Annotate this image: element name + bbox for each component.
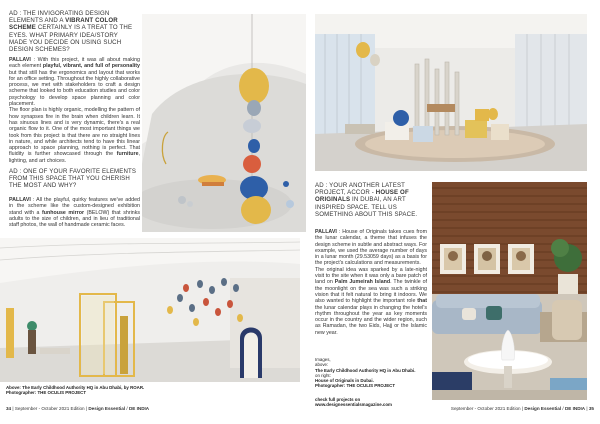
question-2: AD : ONE OF YOUR FAVORITE ELEMENTS FROM THIS SPACE THAT YOU CHERISH THE MOST AND WHY? [9,168,137,190]
answer-1: PALLAVI : With this project, it was all about making each element playful, vibrant, and full of personality but that still has the ergonomics and layout that works for an office setting. Throughout the highly collaborative process, we met with stakeholders to craft a design scheme that looked to both education studies and color psychology to develop space planning and color placement. The floor plan is highly organic, modelling the pattern of how synapses fire in the brain when children learn. It has sinuous lines and is very dynamic, there's a real organic flow to it. One of the most important things we took from this project is that there are no straight lines in nature, and while architects tend to have this linear approach to space planning, nothing is perfect. That fluidity is further showcased through the furniture, lighting, and art choices. [9,57,140,164]
question-3: AD : YOUR ANOTHER LATEST PROJECT, ACCOR - HOUSE OF ORIGINALS IN DUBAI, AN ART INSPIRED SPACE. TELL US SOMETHING ABOUT THIS SPACE. [315,182,418,218]
photo-office-collaboration-area [315,14,587,171]
answer-2: PALLAVI : All the playful, quirky features we've added in the scheme like the custom-designed exhibition stand with a funhouse mirror (BELOW) that shrinks adults to the size of children, and in lieu of traditional staff photos, the wall of handmade ceramic faces. [9,197,140,229]
answer-3: PALLAVI : House of Originals takes cues from the lunar calendar, a theme that infuses the design scheme in subtle and abstract ways. For example, we used the average number of days in a lunar month (29.53059 days) as a basis for the project's calculations and measurements. The original idea was sparked by a late-night visit to the site when it was only a bare patch of land on Palm Jumeirah Island. The twinkle of the moonlight on the sea was such a striking vision that it felt natural to bring it indoors. We also wanted to highlight the important role that the lunar calendar plays in changing the hotel's rhythm throughout the year as key moments occur in the country and the wider region, such as Ramadan, the two Eids, Hajj or the Islamic new year. [315,229,427,336]
question-1: AD : THE INVIGORATING DESIGN ELEMENTS AND A VIBRANT COLOR SCHEME CERTAINLY IS A TREAT TO THE EYES. WHAT PRIMARY IDEA/STORY MADE YOU DECIDE ON USING SUCH DESIGN SCHEMES? [9,10,133,54]
image-credits: Images, above: The Early Childhood Authority HQ in Abu Dhabi. on right: House of Originals in Dubai. Photographer: THE OCULIS PROJECT [315,357,416,389]
photo-house-of-originals-lounge [432,182,587,400]
photo-caption-left: Above: The Early Childhood Authority HQ in Abu Dhabi, by ROAR. Photographer: THE OCULIS PROJECT [6,385,145,396]
footer-left: 34 | September - October 2021 Edition | Design Essential / DE INDIA [6,406,150,411]
photo-funhouse-mirror-corridor [0,238,300,382]
photo-balloon-sculpture [142,14,306,232]
footer-right: September - October 2021 Edition | Design Essential / DE INDIA | 35 [450,406,594,411]
full-project-link[interactable]: check full projects on www.designessentialsmagazine.com [315,397,392,408]
